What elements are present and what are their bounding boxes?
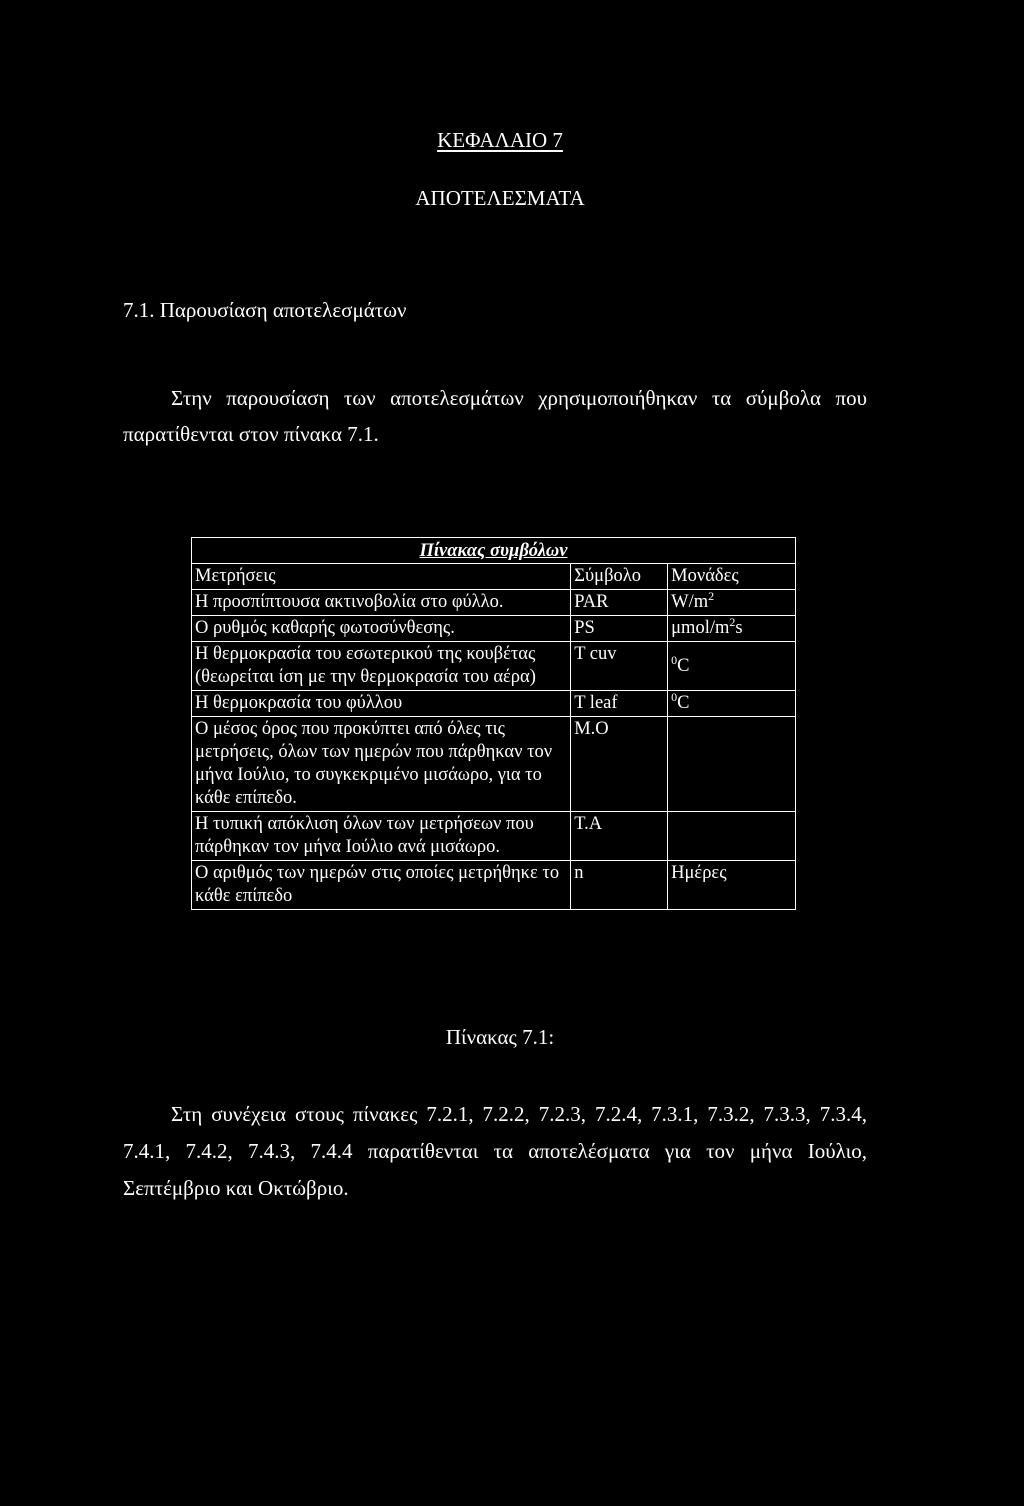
table-row — [192, 717, 796, 812]
symbol-cell: Τ.Α — [571, 812, 668, 861]
header-measurements: Μετρήσεις — [192, 564, 571, 590]
unit-tail: C — [677, 655, 690, 676]
table-row — [192, 616, 796, 642]
measurement-cell: Η θερμοκρασία του εσωτερικού της κουβέτας (θεωρείται ίση με την θερμοκρασία του αέρα) — [192, 642, 571, 691]
unit-cell — [668, 590, 796, 616]
measurement-cell: Ο αριθμός των ημερών στις οποίες μετρήθηκε το κάθε επίπεδο — [192, 861, 571, 910]
measurement-cell: Ο ρυθμός καθαρής φωτοσύνθεσης. — [192, 616, 571, 642]
measurement-cell: Ο μέσος όρος που προκύπτει από όλες τις μετρήσεις, όλων των ημερών που πάρθηκαν τον μήνα Ιούλιο, το συγκεκριμένο μισάωρο, για το κάθε επίπεδο. — [192, 717, 571, 812]
unit-cell — [668, 861, 796, 910]
closing-paragraph: Στη συνέχεια στους πίνακες 7.2.1, 7.2.2, 7.2.3, 7.2.4, 7.3.1, 7.3.2, 7.3.3, 7.3.4, 7.4.1, 7.4.2, 7.4.3, 7.4.4 παρατίθενται τα αποτελέσματα για τον μήνα Ιούλιο, Σεπτέμβριο και Οκτώβριο. — [123, 1102, 867, 1200]
table-row — [192, 812, 796, 861]
unit-cell — [668, 616, 796, 642]
symbols-table — [191, 537, 796, 910]
measurement-cell: Η θερμοκρασία του φύλλου — [192, 691, 571, 717]
unit-cell — [668, 812, 796, 861]
header-units: Μονάδες — [668, 564, 796, 590]
unit-superscript: 0 — [671, 652, 678, 667]
symbol-cell: T cuv — [571, 642, 668, 691]
table-caption: Πίνακας 7.1: — [445, 1025, 555, 1049]
unit-text: μmol/m — [671, 618, 730, 638]
symbol-cell: PAR — [571, 590, 668, 616]
measurement-cell: Η προσπίπτουσα ακτινοβολία στο φύλλο. — [192, 590, 571, 616]
unit-tail: C — [677, 693, 690, 713]
unit-text: W/m — [671, 592, 709, 612]
header-symbol: Σύμβολο — [571, 564, 668, 590]
symbol-cell: n — [571, 861, 668, 910]
table-header-row — [192, 564, 796, 590]
symbol-cell: PS — [571, 616, 668, 642]
symbol-cell: T leaf — [571, 691, 668, 717]
unit-text: Ημέρες — [671, 863, 727, 883]
table-title: Πίνακας συμβόλων — [192, 538, 796, 564]
measurement-cell: Η τυπική απόκλιση όλων των μετρήσεων που πάρθηκαν τον μήνα Ιούλιο ανά μισάωρο. — [192, 812, 571, 861]
table-row — [192, 691, 796, 717]
chapter-heading: ΚΕΦΑΛΑΙΟ 7 — [437, 128, 563, 152]
intro-paragraph: Στην παρουσίαση των αποτελεσμάτων χρησιμοποιήθηκαν τα σύμβολα που παρατίθενται στον πίνακα 7.1. — [123, 386, 867, 446]
symbol-cell: Μ.Ο — [571, 717, 668, 812]
results-heading: ΑΠΟΤΕΛΕΣΜΑΤΑ — [415, 186, 585, 210]
unit-tail: s — [735, 618, 743, 638]
table-row — [192, 861, 796, 910]
unit-cell — [668, 717, 796, 812]
unit-superscript: 2 — [729, 614, 736, 629]
table-row — [192, 590, 796, 616]
section-heading: 7.1. Παρουσίαση αποτελεσμάτων — [123, 298, 407, 322]
unit-cell — [668, 642, 796, 691]
unit-cell — [668, 691, 796, 717]
table-row — [192, 642, 796, 691]
unit-superscript: 0 — [671, 689, 678, 704]
unit-superscript: 2 — [708, 588, 715, 603]
